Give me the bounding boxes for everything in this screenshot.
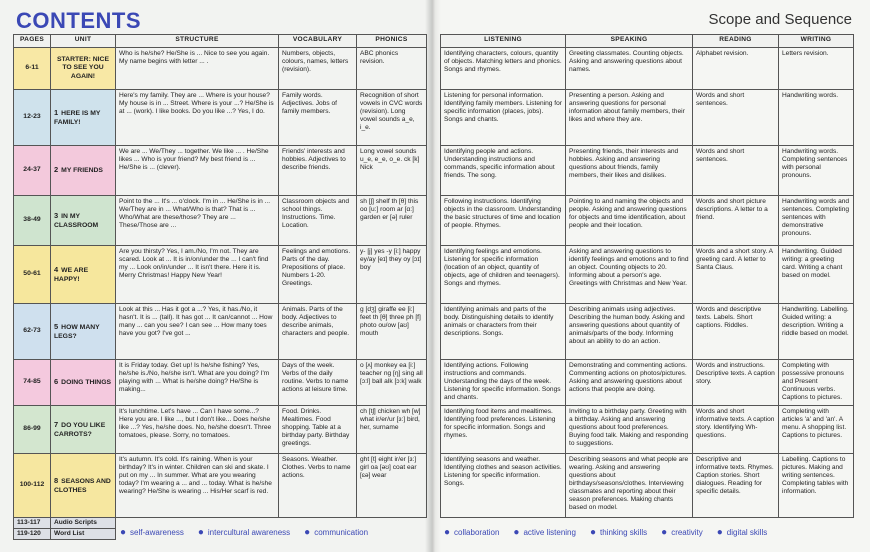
unit-listening: Listening for personal information. Identifying family members. Listening for specific information (places, jobs). Songs and chants. <box>441 90 566 146</box>
unit-phonics: y- [j] yes -y [i:] happy ey/ay [eɪ] they oy [ɔɪ] boy <box>357 246 427 304</box>
bullet-icon: ● <box>661 527 668 538</box>
skill-item <box>304 528 368 537</box>
unit-number: 5 <box>54 322 59 332</box>
unit-writing: Handwriting words. Completing sentences with personal pronouns. <box>779 146 854 196</box>
unit-writing: Letters revision. <box>779 48 854 90</box>
unit-number: 1 <box>54 108 59 118</box>
skill-item <box>717 528 768 537</box>
scope-row <box>441 146 854 196</box>
skill-item <box>444 528 499 537</box>
skill-item <box>661 528 703 537</box>
unit-speaking: Inviting to a birthday party. Greeting with a birthday. Asking and answering questions about food preferences. Buying food talk. Making and responding to suggestions. <box>566 406 693 454</box>
skill-label: communication <box>314 528 369 537</box>
appendix-label: Word List <box>51 529 116 540</box>
unit-structure: It's autumn. It's cold. It's raining. When is your birthday? It's in winter. Children can ski and skate. I put on my ... In summer. What are you wearing today? I'm wearing a ... and ... today. What is he/she wearing? He/She is wearing ... His/Her scarf is red. <box>116 454 279 518</box>
unit-reading: Words and short sentences. <box>693 146 779 196</box>
unit-title <box>51 406 116 454</box>
unit-title <box>51 246 116 304</box>
contents-row <box>14 48 427 90</box>
unit-pages: 74-85 <box>14 360 51 406</box>
unit-speaking: Pointing to and naming the objects and people. Asking and answering questions for objects and time identification, about people and their location. <box>566 196 693 246</box>
contents-row <box>14 90 427 146</box>
unit-structure: It is Friday today. Get up! Is he/she fishing? Yes, he/she is./No, he/she isn't. What are you doing? I'm playing with ... What is he/she doing? He/She is making... <box>116 360 279 406</box>
unit-structure: Are you thirsty? Yes, I am./No, I'm not. They are scared. Look at ... It is in/on/under the ... I can't find my ... Look on/in/under ... It isn't there. Here it is. Merry Christmas! Happy New Year! <box>116 246 279 304</box>
skill-item <box>513 528 576 537</box>
skill-label: digital skills <box>726 528 768 537</box>
bullet-icon: ● <box>304 527 311 538</box>
unit-speaking: Asking and answering questions to identify feelings and emotions and to find an object. Counting objects to 20. Informing about a person's age. Greetings with Christmas and New Year. <box>566 246 693 304</box>
unit-name: MY FRIENDS <box>61 167 103 175</box>
contents-table <box>13 34 427 540</box>
unit-speaking: Describing animals using adjectives. Describing the human body. Asking and answering questions about quantity of animals/parts of the body. Informing about an ability to do an action. <box>566 304 693 360</box>
unit-vocabulary: Friends' interests and hobbies. Adjectives to describe friends. <box>279 146 357 196</box>
unit-listening: Identifying actions. Following instructions and commands. Understanding the days of the week. Listening for specific information. Songs and chants. <box>441 360 566 406</box>
contents-row <box>14 196 427 246</box>
scope-row <box>441 360 854 406</box>
contents-row <box>14 246 427 304</box>
skills-right <box>444 527 781 538</box>
unit-name: IN MY CLASSROOM <box>54 213 99 229</box>
unit-vocabulary: Classroom objects and school things. Instructions. Time. Location. <box>279 196 357 246</box>
book-spine <box>425 0 441 552</box>
unit-title <box>51 196 116 246</box>
unit-writing: Completing with possessive pronouns and Present Continuous verbs. Captions to pictures. <box>779 360 854 406</box>
appendix-label: Audio Scripts <box>51 518 116 529</box>
scope-row <box>441 48 854 90</box>
unit-writing: Handwriting. Labelling. Guided writing: a description. Writing a riddle based on model. <box>779 304 854 360</box>
unit-name: STARTER: NICE TO SEE YOU AGAIN! <box>57 56 109 80</box>
unit-vocabulary: Feelings and emotions. Parts of the day. Prepositions of place. Numbers 1-20. Greetings. <box>279 246 357 304</box>
scope-and-sequence-title: Scope and Sequence <box>708 11 852 28</box>
unit-writing: Completing with articles 'a' and 'an'. A menu. A shopping list. Captions to pictures. <box>779 406 854 454</box>
unit-speaking: Presenting a person. Asking and answering questions for personal information about family members, their likes and where they are. <box>566 90 693 146</box>
unit-reading: Alphabet revision. <box>693 48 779 90</box>
unit-pages: 100-112 <box>14 454 51 518</box>
contents-row <box>14 304 427 360</box>
appendix-pages: 113-117 <box>14 518 51 529</box>
unit-number: 3 <box>54 211 59 221</box>
unit-reading: Words and a short story. A greeting card. A letter to Santa Claus. <box>693 246 779 304</box>
unit-number: 2 <box>54 165 59 175</box>
unit-reading: Words and instructions. Descriptive texts. A caption story. <box>693 360 779 406</box>
unit-reading: Words and short picture descriptions. A letter to a friend. <box>693 196 779 246</box>
header-structure: STRUCTURE <box>116 35 279 48</box>
unit-number: 7 <box>54 420 59 430</box>
scope-row <box>441 304 854 360</box>
contents-header-row <box>14 35 427 48</box>
header-reading: READING <box>693 35 779 48</box>
unit-writing: Labelling. Captions to pictures. Making and writing sentences. Completing tables with information. <box>779 454 854 518</box>
header-phonics: PHONICS <box>357 35 427 48</box>
scope-row <box>441 406 854 454</box>
unit-structure: Here's my family. They are ... Where is your house? My house is in ... Street. Where is your ...? He/She is at ... (work). I like books. Do you like ...? Yes, I do. <box>116 90 279 146</box>
bullet-icon: ● <box>716 527 723 538</box>
unit-name: WE ARE HAPPY! <box>54 267 89 283</box>
unit-pages: 24-37 <box>14 146 51 196</box>
unit-number: 8 <box>54 476 59 486</box>
unit-title <box>51 90 116 146</box>
scope-row <box>441 196 854 246</box>
scope-table <box>440 34 854 518</box>
unit-pages: 6-11 <box>14 48 51 90</box>
unit-vocabulary: Numbers, objects, colours, names, letters (revision). <box>279 48 357 90</box>
unit-phonics: ght [t] eight ir/er [ɜ:] girl oa [əʊ] coat ear [ɛə] wear <box>357 454 427 518</box>
unit-name: DOING THINGS <box>61 379 112 387</box>
unit-listening: Identifying characters, colours, quantity of objects. Matching letters and phonics. Songs and rhymes. <box>441 48 566 90</box>
unit-structure: Point to the ... It's ... o'clock. I'm in ... He/She is in ... We/They are in ... What/Who is that? That is ... Who/What are these/those? They are ... These/Those are ... <box>116 196 279 246</box>
unit-writing: Handwriting words. <box>779 90 854 146</box>
unit-writing: Handwriting words and sentences. Completing sentences with demonstrative pronouns. <box>779 196 854 246</box>
unit-phonics: ABC phonics revision. <box>357 48 427 90</box>
skill-label: active listening <box>523 528 576 537</box>
unit-phonics: Long vowel sounds u_e, e_e, o_e. ck [k] Nick <box>357 146 427 196</box>
contents-row <box>14 406 427 454</box>
bullet-icon: ● <box>589 527 596 538</box>
unit-title <box>51 48 116 90</box>
unit-pages: 62-73 <box>14 304 51 360</box>
unit-vocabulary: Family words. Adjectives. Jobs of family members. <box>279 90 357 146</box>
header-writing: WRITING <box>779 35 854 48</box>
skill-label: intercultural awareness <box>207 528 291 537</box>
unit-speaking: Describing seasons and what people are wearing. Asking and answering questions about birthdays/seasons/clothes. Interviewing classmates and reporting about their season preferences. Making chants based on model. <box>566 454 693 518</box>
unit-reading: Words and short sentences. <box>693 90 779 146</box>
unit-vocabulary: Animals. Parts of the body. Adjectives to describe animals, characters and people. <box>279 304 357 360</box>
unit-title <box>51 304 116 360</box>
skill-label: creativity <box>671 528 703 537</box>
unit-structure: Look at this ... Has it got a ...? Yes, it has./No, it hasn't. It is ... (tall). It has got ... It can/cannot ... How many ... can you see? I can see ... How many toes have you got? I've got ... <box>116 304 279 360</box>
unit-listening: Identifying feelings and emotions. Listening for specific information (location of an object, quantity of objects, age of children and teenagers). Songs and rhymes. <box>441 246 566 304</box>
header-vocabulary: VOCABULARY <box>279 35 357 48</box>
unit-name: SEASONS AND CLOTHES <box>54 478 111 494</box>
bullet-icon: ● <box>444 527 451 538</box>
bullet-icon: ● <box>120 527 127 538</box>
scope-header-row <box>441 35 854 48</box>
unit-title <box>51 454 116 518</box>
unit-reading: Words and short informative texts. A caption story. Identifying Wh-questions. <box>693 406 779 454</box>
unit-reading: Descriptive and informative texts. Rhymes. Caption stories. Short dialogues. Reading for specific details. <box>693 454 779 518</box>
contents-row <box>14 454 427 518</box>
unit-writing: Handwriting. Guided writing: a greeting card. Writing a chant based on model. <box>779 246 854 304</box>
unit-listening: Identifying seasons and weather. Identifying clothes and season activities. Listening for specific information. Songs. <box>441 454 566 518</box>
skill-item <box>120 528 184 537</box>
bullet-icon: ● <box>513 527 520 538</box>
header-speaking: SPEAKING <box>566 35 693 48</box>
header-pages: PAGES <box>14 35 51 48</box>
header-listening: LISTENING <box>441 35 566 48</box>
skill-label: thinking skills <box>600 528 648 537</box>
header-unit: UNIT <box>51 35 116 48</box>
unit-pages: 50-61 <box>14 246 51 304</box>
unit-pages: 38-49 <box>14 196 51 246</box>
unit-phonics: ch [tʃ] chicken wh [w] what ir/er/ur [ɜ:] bird, her, surname <box>357 406 427 454</box>
unit-reading: Words and descriptive texts. Labels. Short captions. Riddles. <box>693 304 779 360</box>
unit-vocabulary: Seasons. Weather. Clothes. Verbs to name actions. <box>279 454 357 518</box>
unit-speaking: Presenting friends, their interests and hobbies. Asking and answering questions about friends, family members, their likes and dislikes. <box>566 146 693 196</box>
unit-vocabulary: Days of the week. Verbs of the daily routine. Verbs to name actions at leisure time. <box>279 360 357 406</box>
unit-listening: Following instructions. Identifying objects in the classroom. Understanding the basic structures of time and location of people. Rhymes. <box>441 196 566 246</box>
unit-phonics: sh [ʃ] shelf th [θ] this oo [u:] room ar [ɑ:] garden er [ə] ruler <box>357 196 427 246</box>
unit-phonics: Recognition of short vowels in CVC words (revision). Long vowel sounds a_e, i_e. <box>357 90 427 146</box>
scope-row <box>441 246 854 304</box>
unit-structure: Who is he/she? He/She is ... Nice to see you again. My name begins with letter ... . <box>116 48 279 90</box>
skill-item <box>198 528 290 537</box>
unit-pages: 12-23 <box>14 90 51 146</box>
unit-listening: Identifying people and actions. Understanding instructions and commands, specific information about friends. The song. <box>441 146 566 196</box>
contents-title: CONTENTS <box>16 8 141 33</box>
unit-name: HERE IS MY FAMILY! <box>54 110 101 126</box>
unit-pages: 86-99 <box>14 406 51 454</box>
bullet-icon: ● <box>197 527 204 538</box>
contents-row <box>14 360 427 406</box>
skill-label: self-awareness <box>130 528 184 537</box>
unit-vocabulary: Food. Drinks. Mealtimes. Food shopping. Table at a birthday party. Birthday greetings. <box>279 406 357 454</box>
unit-phonics: g [dʒ] giraffe ee [i:] feet th [θ] three ph [f] photo ou/ow [aʊ] mouth <box>357 304 427 360</box>
appendix-pages: 119-120 <box>14 529 51 540</box>
skill-item <box>590 528 647 537</box>
unit-number: 6 <box>54 377 59 387</box>
unit-name: HOW MANY LEGS? <box>54 324 100 340</box>
scope-row <box>441 454 854 518</box>
unit-title <box>51 146 116 196</box>
unit-listening: Identifying animals and parts of the body. Distinguishing details to identify animals or characters from their descriptions. Songs. <box>441 304 566 360</box>
scope-row <box>441 90 854 146</box>
unit-speaking: Greeting classmates. Counting objects. Asking and answering questions about names. <box>566 48 693 90</box>
unit-speaking: Demonstrating and commenting actions. Commenting actions on photos/pictures. Asking and answering questions about actions that people are doing. <box>566 360 693 406</box>
unit-structure: We are ... We/They ... together. We like ... . He/She likes ... Who is your friend? My best friend is ... He/She is ... (clever). <box>116 146 279 196</box>
unit-phonics: o [ʌ] monkey ea [i:] teacher ng [ŋ] sing all [ɔ:l] ball alk [ɔ:k] walk <box>357 360 427 406</box>
unit-number: 4 <box>54 265 59 275</box>
contents-row <box>14 146 427 196</box>
skills-left <box>120 527 382 538</box>
skill-label: collaboration <box>454 528 500 537</box>
unit-listening: Identifying food items and mealtimes. Identifying food preferences. Listening for specific information. Songs and rhymes. <box>441 406 566 454</box>
unit-title <box>51 360 116 406</box>
unit-structure: It's lunchtime. Let's have ... Can I have some...? Here you are. I like ..., but I don't like... Does he/she like ...? Yes, he/she does. No, he/she doesn't. Three tomatoes, please. Sorry, no tomatoes. <box>116 406 279 454</box>
unit-name: DO YOU LIKE CARROTS? <box>54 422 106 438</box>
